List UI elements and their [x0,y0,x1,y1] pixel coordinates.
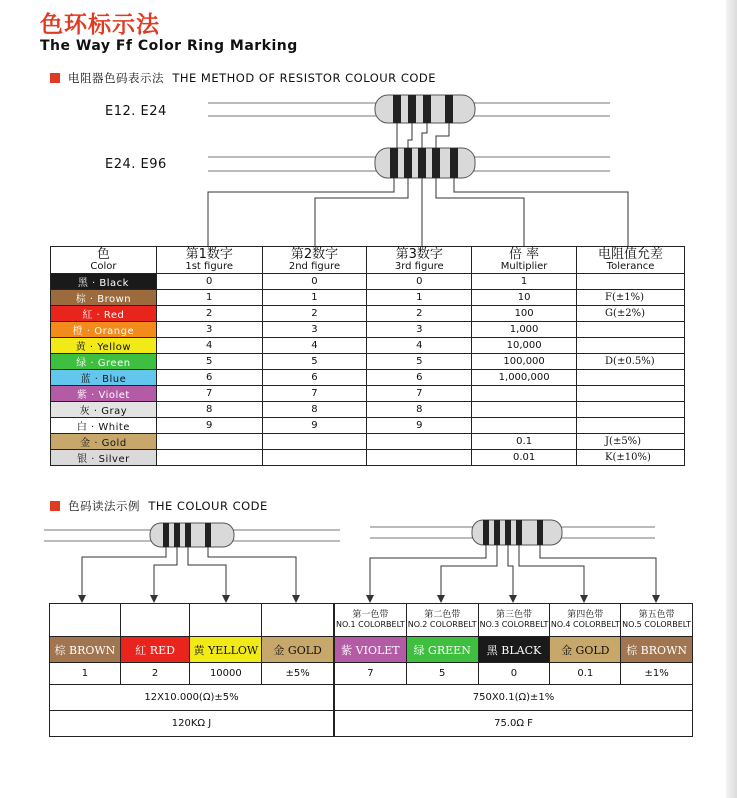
digit-cell: 6 [262,370,367,386]
table-header-cn: 电阻值允差 [598,247,664,262]
colorbelt-header-cn: 第五色带 [638,609,675,620]
digit-cell [156,434,262,450]
tolerance-cell: K(±10%) [577,450,685,466]
example-right-swatch-row [335,637,693,663]
digit-cell: 1 [367,290,472,306]
table-header-cell [577,247,685,274]
label-e12: E12. E24 [105,104,167,119]
example-colorbelt-header [550,604,621,637]
example-value-cell: 0 [478,663,550,685]
digit-cell: 2 [262,306,367,322]
table-row [51,450,685,466]
color-swatch-cell: 紅 · Red [51,306,157,322]
digit-cell [262,434,367,450]
digit-cell: 8 [262,402,367,418]
digit-cell: 1 [156,290,262,306]
table-row [51,338,685,354]
digit-cell: 2 [156,306,262,322]
example-left-result: 120KΩ J [50,711,334,737]
example-value-cell: 2 [120,663,190,685]
colorbelt-header-en: NO.1 COLORBELT [335,619,405,629]
digit-cell: 6 [156,370,262,386]
color-swatch-cell: 白 · White [51,418,157,434]
table-row [51,306,685,322]
page-title-cn: 色环标示法 [40,12,160,38]
color-swatch-cell: 蓝 · Blue [51,370,157,386]
table-row [51,290,685,306]
example-swatch-cell: 金 GOLD [262,637,334,663]
example-swatch-cell: 棕 BROWN [621,637,693,663]
digit-cell: 4 [367,338,472,354]
digit-cell: 1 [262,290,367,306]
table-header-en: Tolerance [606,260,655,272]
example-value-cell: ±5% [262,663,334,685]
table-header-cn: 第2数字 [290,247,339,262]
example-swatch-cell: 棕 BROWN [50,637,121,663]
colorbelt-header-cn: 第一色带 [352,609,389,620]
multiplier-cell [472,386,577,402]
digit-cell: 7 [367,386,472,402]
example-left-value-row [50,663,334,685]
multiplier-cell: 10,000 [472,338,577,354]
example-swatch-cell: 紅 RED [120,637,190,663]
tolerance-cell [577,274,685,290]
example-value-cell: 0.1 [550,663,621,685]
example-right-formula: 750X0.1(Ω)±1% [335,685,693,711]
tolerance-cell [577,338,685,354]
colorbelt-header-en: NO.3 COLORBELT [479,619,549,629]
color-swatch-cell: 紫 · Violet [51,386,157,402]
table-header-cell [51,247,157,274]
table-header-en: Multiplier [500,260,548,272]
section-heading-colour-code-cn: 色码读法示例 [68,499,140,513]
resistor-5band-icon [375,148,475,178]
colorbelt-header-cn: 第四色带 [567,609,604,620]
digit-cell: 4 [156,338,262,354]
tolerance-cell [577,386,685,402]
example-right-table [334,603,693,737]
digit-cell: 6 [367,370,472,386]
example-swatch-cell: 绿 GREEN [406,637,478,663]
table-header-cell [262,247,367,274]
example-value-cell: ±1% [621,663,693,685]
multiplier-cell: 1,000,000 [472,370,577,386]
color-swatch-cell: 黑 · Black [51,274,157,290]
resistor-4band-icon [375,95,475,123]
digit-cell: 2 [367,306,472,322]
table-header-en: 1st figure [185,260,234,272]
digit-cell: 3 [367,322,472,338]
tolerance-cell: F(±1%) [577,290,685,306]
digit-cell: 0 [262,274,367,290]
digit-cell: 8 [367,402,472,418]
section-heading-method-cn: 电阻器色码表示法 [68,71,164,85]
table-header-cn: 色 [96,247,110,262]
table-row [51,386,685,402]
page-edge-shadow [726,0,737,798]
digit-cell: 5 [367,354,472,370]
tolerance-cell [577,322,685,338]
color-swatch-cell: 黄 · Yellow [51,338,157,354]
table-row [51,370,685,386]
table-row [51,418,685,434]
color-code-table [50,246,685,466]
color-swatch-cell: 橙 · Orange [51,322,157,338]
table-row [51,322,685,338]
table-header-cn: 第1数字 [185,247,233,262]
digit-cell: 3 [262,322,367,338]
example-right-header-row [335,604,693,637]
color-swatch-cell: 灰 · Gray [51,402,157,418]
example-colorbelt-header [478,604,550,637]
example-left-swatch-row [50,637,334,663]
multiplier-cell: 10 [472,290,577,306]
color-swatch-cell: 金 · Gold [51,434,157,450]
example-value-cell: 10000 [190,663,262,685]
digit-cell: 0 [156,274,262,290]
tolerance-cell: J(±5%) [577,434,685,450]
table-header-cell [156,247,262,274]
digit-cell: 9 [262,418,367,434]
table-header-en: 2nd figure [288,260,341,272]
example-right-result: 75.0Ω F [335,711,693,737]
table-row [51,354,685,370]
example-right-value-row [335,663,693,685]
example-value-cell: 7 [335,663,407,685]
digit-cell: 9 [156,418,262,434]
color-swatch-cell: 棕 · Brown [51,290,157,306]
label-e24: E24. E96 [105,157,167,172]
color-swatch-cell: 银 · Silver [51,450,157,466]
example-left-table [49,603,334,737]
multiplier-cell [472,402,577,418]
table-row [51,402,685,418]
digit-cell: 7 [156,386,262,402]
table-header-cell [472,247,577,274]
color-swatch-cell: 绿 · Green [51,354,157,370]
page-title-en: The Way Ff Color Ring Marking [40,38,298,54]
digit-cell: 7 [262,386,367,402]
example-colorbelt-header [406,604,478,637]
section-heading-colour-code-en: THE COLOUR CODE [148,499,268,513]
multiplier-cell: 1,000 [472,322,577,338]
example-swatch-cell: 黑 BLACK [478,637,550,663]
digit-cell: 5 [156,354,262,370]
digit-cell [262,450,367,466]
table-header-en: Color [90,260,117,272]
red-square-icon [50,501,60,511]
multiplier-cell: 0.1 [472,434,577,450]
table-header-cn: 第3数字 [395,247,443,262]
tolerance-cell [577,370,685,386]
example-swatch-cell: 紫 VIOLET [335,637,407,663]
colorbelt-header-cn: 第二色带 [424,609,461,620]
example-swatch-cell: 金 GOLD [550,637,621,663]
digit-cell: 0 [367,274,472,290]
example-colorbelt-header [335,604,407,637]
example-left-resistor-icon [150,523,234,547]
colorbelt-header-en: NO.4 COLORBELT [550,619,620,629]
digit-cell [156,450,262,466]
example-swatch-cell: 黄 YELLOW [190,637,262,663]
multiplier-cell: 0.01 [472,450,577,466]
tolerance-cell: D(±0.5%) [577,354,685,370]
example-left-formula: 12X10.000(Ω)±5% [50,685,334,711]
digit-cell: 4 [262,338,367,354]
multiplier-cell [472,418,577,434]
table-header-en: 3rd figure [394,260,444,272]
colorbelt-header-en: NO.5 COLORBELT [622,619,691,629]
digit-cell [367,434,472,450]
table-header-cn: 倍 率 [509,247,540,262]
multiplier-cell: 100 [472,306,577,322]
multiplier-cell: 1 [472,274,577,290]
tolerance-cell [577,402,685,418]
table-row [51,434,685,450]
example-colorbelt-header [621,604,693,637]
multiplier-cell: 100,000 [472,354,577,370]
table-header-cell [367,247,472,274]
table-row [51,274,685,290]
colorbelt-header-en: NO.2 COLORBELT [407,619,477,629]
digit-cell: 9 [367,418,472,434]
tolerance-cell [577,418,685,434]
example-value-cell: 1 [50,663,121,685]
example-value-cell: 5 [406,663,478,685]
tolerance-cell: G(±2%) [577,306,685,322]
digit-cell: 8 [156,402,262,418]
colorbelt-header-cn: 第三色带 [495,609,532,620]
section-heading-method-en: THE METHOD OF RESISTOR COLOUR CODE [172,71,437,85]
example-right-resistor-icon [472,520,562,545]
digit-cell: 3 [156,322,262,338]
table-header-row [51,247,685,274]
digit-cell [367,450,472,466]
digit-cell: 5 [262,354,367,370]
section-heading-colour-code [50,498,268,514]
